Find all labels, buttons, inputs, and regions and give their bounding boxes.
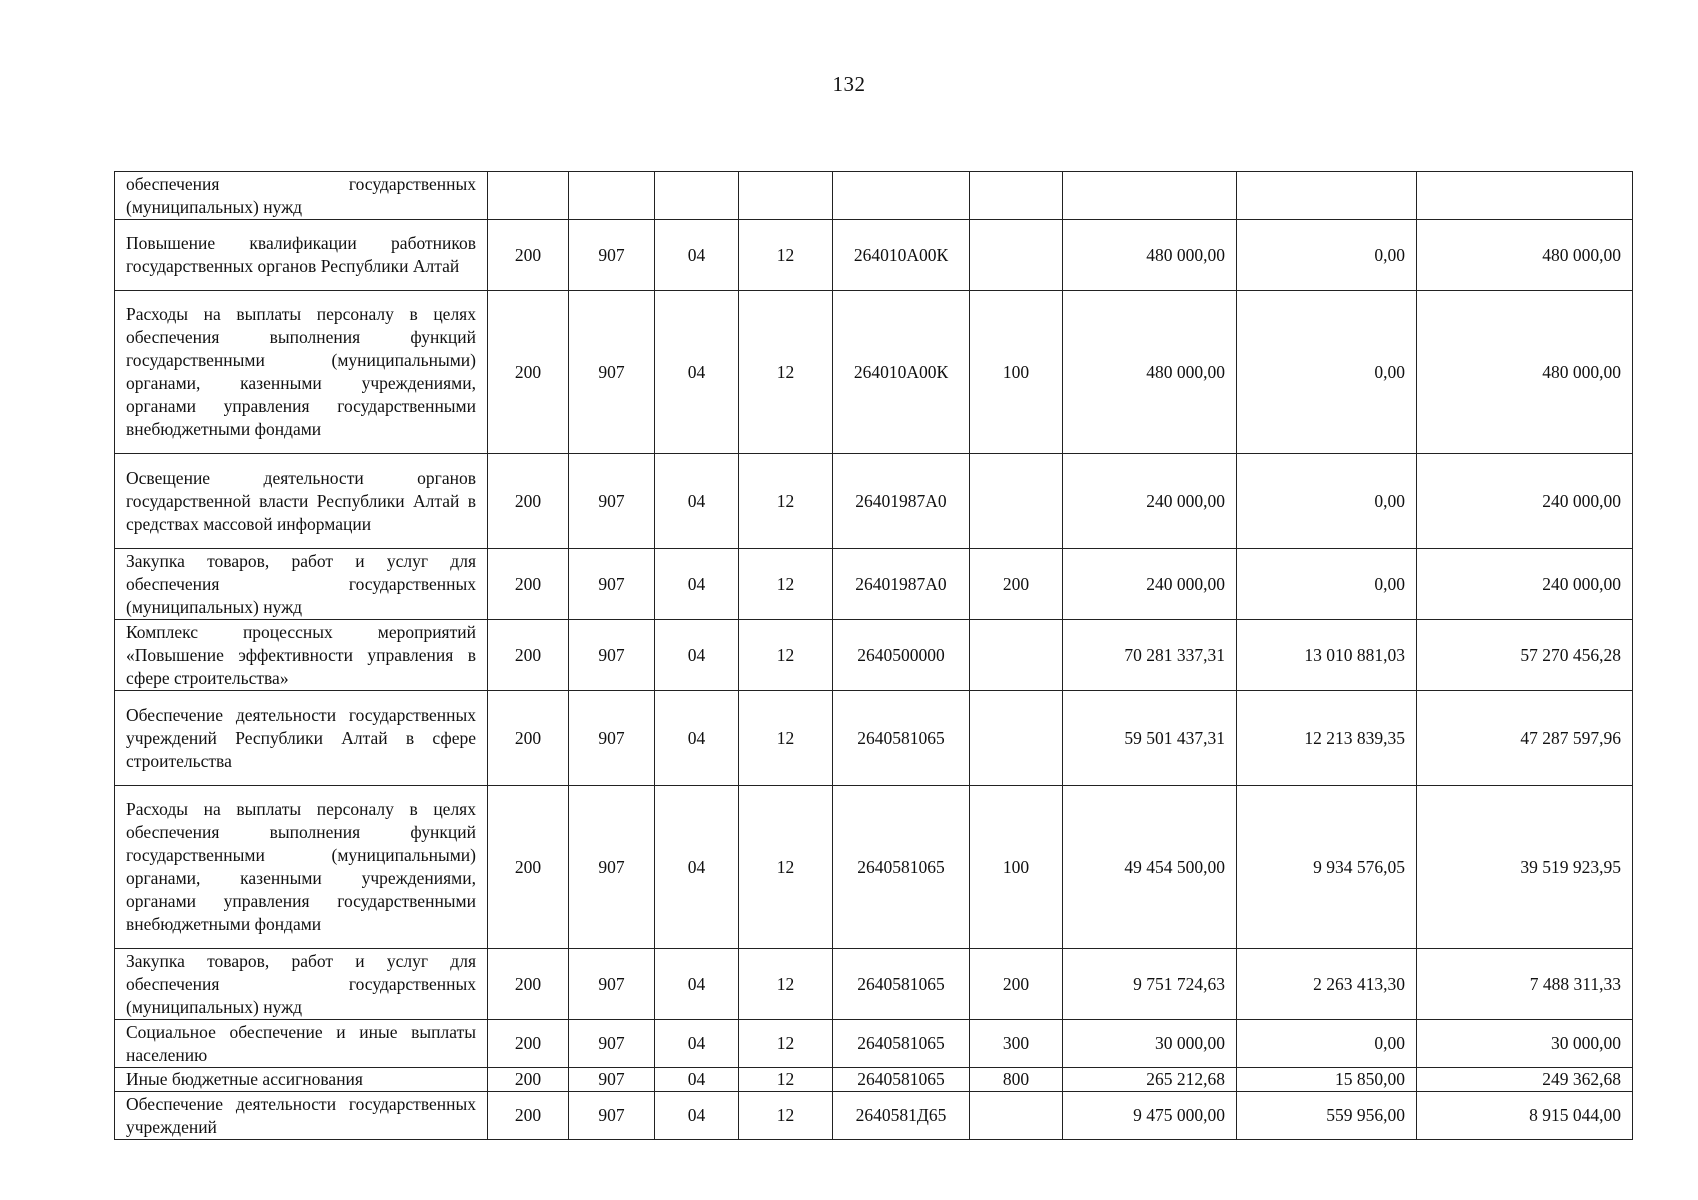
code-admin: 200: [488, 620, 569, 691]
code-subsection: [739, 172, 833, 220]
amount-plan: [1063, 172, 1237, 220]
code-admin: 200: [488, 949, 569, 1020]
code-expense-type: [970, 454, 1063, 549]
table-row: [115, 549, 1633, 620]
code-expense-type: [970, 1092, 1063, 1140]
code-admin: 200: [488, 1020, 569, 1068]
code-admin: 200: [488, 691, 569, 786]
code-expense-type: 200: [970, 549, 1063, 620]
code-target-article: 2640581Д65: [833, 1092, 970, 1140]
code-subsection: 12: [739, 220, 833, 291]
code-section: 04: [655, 220, 739, 291]
table-row: [115, 1068, 1633, 1092]
code-ministry: 907: [569, 291, 655, 454]
amount-change: 0,00: [1237, 454, 1417, 549]
code-subsection: 12: [739, 620, 833, 691]
code-section: 04: [655, 454, 739, 549]
code-expense-type: 800: [970, 1068, 1063, 1092]
amount-change: 0,00: [1237, 1020, 1417, 1068]
code-expense-type: 100: [970, 291, 1063, 454]
code-section: 04: [655, 949, 739, 1020]
table-row: [115, 291, 1633, 454]
code-target-article: 2640581065: [833, 691, 970, 786]
amount-total: 249 362,68: [1417, 1068, 1633, 1092]
row-description: Закупка товаров, работ и услуг для обеспечения государственных (муниципальных) нужд: [115, 549, 488, 620]
amount-plan: 30 000,00: [1063, 1020, 1237, 1068]
code-subsection: 12: [739, 291, 833, 454]
code-subsection: 12: [739, 549, 833, 620]
amount-plan: 9 475 000,00: [1063, 1092, 1237, 1140]
code-section: 04: [655, 1092, 739, 1140]
table-row: [115, 1020, 1633, 1068]
table-row: [115, 949, 1633, 1020]
code-section: 04: [655, 691, 739, 786]
code-admin: 200: [488, 549, 569, 620]
budget-table: [114, 171, 1633, 1140]
code-ministry: [569, 172, 655, 220]
row-description: обеспечения государственных (муниципальных) нужд: [115, 172, 488, 220]
amount-total: 240 000,00: [1417, 454, 1633, 549]
code-ministry: 907: [569, 620, 655, 691]
table-row: [115, 172, 1633, 220]
amount-change: [1237, 172, 1417, 220]
amount-plan: 265 212,68: [1063, 1068, 1237, 1092]
amount-plan: 240 000,00: [1063, 549, 1237, 620]
code-section: 04: [655, 1068, 739, 1092]
code-admin: 200: [488, 1092, 569, 1140]
code-target-article: 2640581065: [833, 1020, 970, 1068]
amount-plan: 59 501 437,31: [1063, 691, 1237, 786]
code-expense-type: 100: [970, 786, 1063, 949]
code-ministry: 907: [569, 454, 655, 549]
amount-plan: 480 000,00: [1063, 291, 1237, 454]
code-subsection: 12: [739, 454, 833, 549]
code-section: 04: [655, 1020, 739, 1068]
code-expense-type: 300: [970, 1020, 1063, 1068]
table-row: [115, 786, 1633, 949]
page-number: 132: [832, 72, 866, 96]
table-row: [115, 1092, 1633, 1140]
code-section: 04: [655, 291, 739, 454]
code-expense-type: [970, 220, 1063, 291]
amount-total: 8 915 044,00: [1417, 1092, 1633, 1140]
amount-change: 12 213 839,35: [1237, 691, 1417, 786]
code-expense-type: [970, 691, 1063, 786]
amount-change: 0,00: [1237, 549, 1417, 620]
row-description: Социальное обеспечение и иные выплаты населению: [115, 1020, 488, 1068]
row-description: Иные бюджетные ассигнования: [115, 1068, 488, 1092]
code-expense-type: [970, 172, 1063, 220]
code-ministry: 907: [569, 1068, 655, 1092]
code-target-article: 2640581065: [833, 1068, 970, 1092]
amount-plan: 480 000,00: [1063, 220, 1237, 291]
code-admin: 200: [488, 1068, 569, 1092]
amount-plan: 70 281 337,31: [1063, 620, 1237, 691]
amount-total: 30 000,00: [1417, 1020, 1633, 1068]
code-target-article: 264010А00К: [833, 291, 970, 454]
row-description: Расходы на выплаты персоналу в целях обеспечения выполнения функций государственными (муниципальными) органами, казенными учреждениями, органами управления государственными внебюджетными фондами: [115, 291, 488, 454]
code-admin: [488, 172, 569, 220]
code-subsection: 12: [739, 1020, 833, 1068]
amount-change: 0,00: [1237, 291, 1417, 454]
amount-change: 2 263 413,30: [1237, 949, 1417, 1020]
code-target-article: [833, 172, 970, 220]
code-section: 04: [655, 620, 739, 691]
amount-total: 57 270 456,28: [1417, 620, 1633, 691]
amount-plan: 240 000,00: [1063, 454, 1237, 549]
code-target-article: 264010А00К: [833, 220, 970, 291]
amount-change: 559 956,00: [1237, 1092, 1417, 1140]
table-row: [115, 220, 1633, 291]
code-target-article: 26401987А0: [833, 549, 970, 620]
table-row: [115, 691, 1633, 786]
code-subsection: 12: [739, 949, 833, 1020]
amount-change: 0,00: [1237, 220, 1417, 291]
code-subsection: 12: [739, 786, 833, 949]
code-ministry: 907: [569, 949, 655, 1020]
row-description: Закупка товаров, работ и услуг для обеспечения государственных (муниципальных) нужд: [115, 949, 488, 1020]
row-description: Комплекс процессных мероприятий «Повышение эффективности управления в сфере строительства»: [115, 620, 488, 691]
code-ministry: 907: [569, 1020, 655, 1068]
code-expense-type: 200: [970, 949, 1063, 1020]
code-section: 04: [655, 549, 739, 620]
row-description: Расходы на выплаты персоналу в целях обеспечения выполнения функций государственными (муниципальными) органами, казенными учреждениями, органами управления государственными внебюджетными фондами: [115, 786, 488, 949]
amount-plan: 9 751 724,63: [1063, 949, 1237, 1020]
code-admin: 200: [488, 291, 569, 454]
code-target-article: 2640581065: [833, 786, 970, 949]
code-ministry: 907: [569, 786, 655, 949]
code-target-article: 2640500000: [833, 620, 970, 691]
table-row: [115, 620, 1633, 691]
row-description: Освещение деятельности органов государственной власти Республики Алтай в средствах массовой информации: [115, 454, 488, 549]
amount-total: 480 000,00: [1417, 291, 1633, 454]
amount-total: 47 287 597,96: [1417, 691, 1633, 786]
code-section: [655, 172, 739, 220]
code-admin: 200: [488, 220, 569, 291]
code-target-article: 2640581065: [833, 949, 970, 1020]
amount-total: 39 519 923,95: [1417, 786, 1633, 949]
amount-total: 480 000,00: [1417, 220, 1633, 291]
amount-change: 15 850,00: [1237, 1068, 1417, 1092]
amount-plan: 49 454 500,00: [1063, 786, 1237, 949]
amount-change: 13 010 881,03: [1237, 620, 1417, 691]
row-description: Обеспечение деятельности государственных учреждений Республики Алтай в сфере строительства: [115, 691, 488, 786]
row-description: Повышение квалификации работников государственных органов Республики Алтай: [115, 220, 488, 291]
code-subsection: 12: [739, 691, 833, 786]
amount-change: 9 934 576,05: [1237, 786, 1417, 949]
code-ministry: 907: [569, 549, 655, 620]
row-description: Обеспечение деятельности государственных учреждений: [115, 1092, 488, 1140]
code-ministry: 907: [569, 1092, 655, 1140]
table-row: [115, 454, 1633, 549]
code-expense-type: [970, 620, 1063, 691]
code-admin: 200: [488, 786, 569, 949]
amount-total: 240 000,00: [1417, 549, 1633, 620]
amount-total: 7 488 311,33: [1417, 949, 1633, 1020]
code-ministry: 907: [569, 691, 655, 786]
code-target-article: 26401987А0: [833, 454, 970, 549]
code-admin: 200: [488, 454, 569, 549]
code-subsection: 12: [739, 1068, 833, 1092]
amount-total: [1417, 172, 1633, 220]
code-subsection: 12: [739, 1092, 833, 1140]
code-section: 04: [655, 786, 739, 949]
code-ministry: 907: [569, 220, 655, 291]
